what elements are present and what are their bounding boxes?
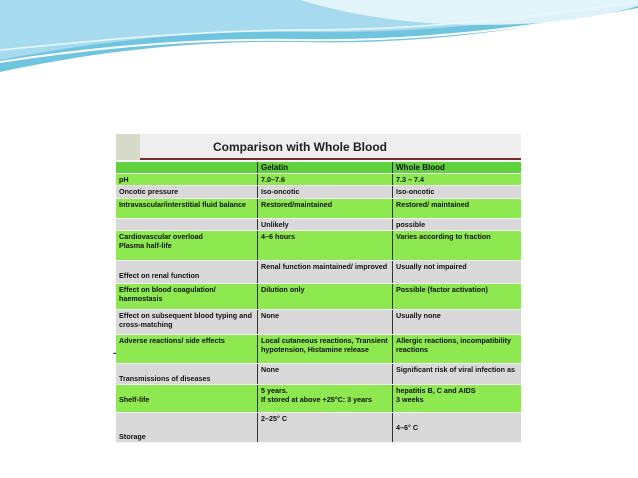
row-label-cell: Oncotic pressure (116, 186, 258, 199)
row-label-cell: Storage (116, 413, 258, 443)
title-accent (116, 134, 140, 160)
table-row (116, 284, 521, 310)
whole-blood-cell: Restored/ maintained (393, 199, 522, 219)
gelatin-cell: Iso-oncotic (258, 186, 393, 199)
whole-blood-cell: possible (393, 219, 522, 231)
decorative-wave-header (0, 0, 638, 90)
whole-blood-cell: Usually none (393, 310, 522, 335)
whole-blood-cell: 4–6° C (393, 413, 522, 443)
table-row (116, 199, 521, 219)
table-row (116, 186, 521, 199)
table-row (116, 261, 521, 284)
slide-title: Comparison with Whole Blood (213, 140, 387, 154)
header-cell-whole-blood: Whole Blood (393, 162, 522, 174)
gelatin-cell: Unlikely (258, 219, 393, 231)
table-row (116, 174, 521, 186)
comparison-table (116, 162, 521, 443)
whole-blood-cell: Varies according to fraction (393, 231, 522, 261)
whole-blood-cell: 7.3 – 7.4 (393, 174, 522, 186)
table-row (116, 413, 521, 443)
whole-blood-cell: Significant risk of viral infection as (393, 364, 522, 385)
row-label-cell (116, 219, 258, 231)
whole-blood-cell: hepatitis B, C and AIDS 3 weeks (393, 385, 522, 413)
gelatin-cell: None (258, 310, 393, 335)
table-row (116, 310, 521, 335)
table-header-row (116, 162, 521, 174)
row-label-cell: Intravascular/interstitial fluid balance (116, 199, 258, 219)
row-label-cell: Effect on subsequent blood typing and cross-matching (116, 310, 258, 335)
gelatin-cell: Renal function maintained/ improved (258, 261, 393, 284)
gelatin-cell: 4–6 hours (258, 231, 393, 261)
gelatin-cell: Local cutaneous reactions, Transient hypotension, Histamine release (258, 335, 393, 364)
row-label-cell: pH (116, 174, 258, 186)
row-label-cell: Effect on blood coagulation/ haemostasis (116, 284, 258, 310)
whole-blood-cell: Allergic reactions, incompatibility reactions (393, 335, 522, 364)
table-row (116, 219, 521, 231)
whole-blood-cell: Iso-oncotic (393, 186, 522, 199)
gelatin-cell: 2–25° C (258, 413, 393, 443)
table-row (116, 385, 521, 413)
table-row (116, 231, 521, 261)
bullet-marker: - (113, 348, 117, 359)
table-row (116, 364, 521, 385)
row-label-cell: Shelf-life (116, 385, 258, 413)
row-label-cell: Adverse reactions/ side effects (116, 335, 258, 364)
header-cell-empty (116, 162, 258, 174)
table-row (116, 335, 521, 364)
gelatin-cell: 5 years. If stored at above +25°C: 3 years (258, 385, 393, 413)
row-label-cell: Effect on renal function (116, 261, 258, 284)
title-rule (140, 158, 521, 160)
row-label-cell: Cardiovascular overload Plasma half-life (116, 231, 258, 261)
whole-blood-cell: Usually not impaired (393, 261, 522, 284)
whole-blood-cell: Possible (factor activation) (393, 284, 522, 310)
gelatin-cell: None (258, 364, 393, 385)
comparison-slide (116, 134, 521, 441)
header-cell-gelatin: Gelatin (258, 162, 393, 174)
gelatin-cell: Dilution only (258, 284, 393, 310)
row-label-cell: Transmissions of diseases (116, 364, 258, 385)
gelatin-cell: Restored/maintained (258, 199, 393, 219)
gelatin-cell: 7.0–7.6 (258, 174, 393, 186)
